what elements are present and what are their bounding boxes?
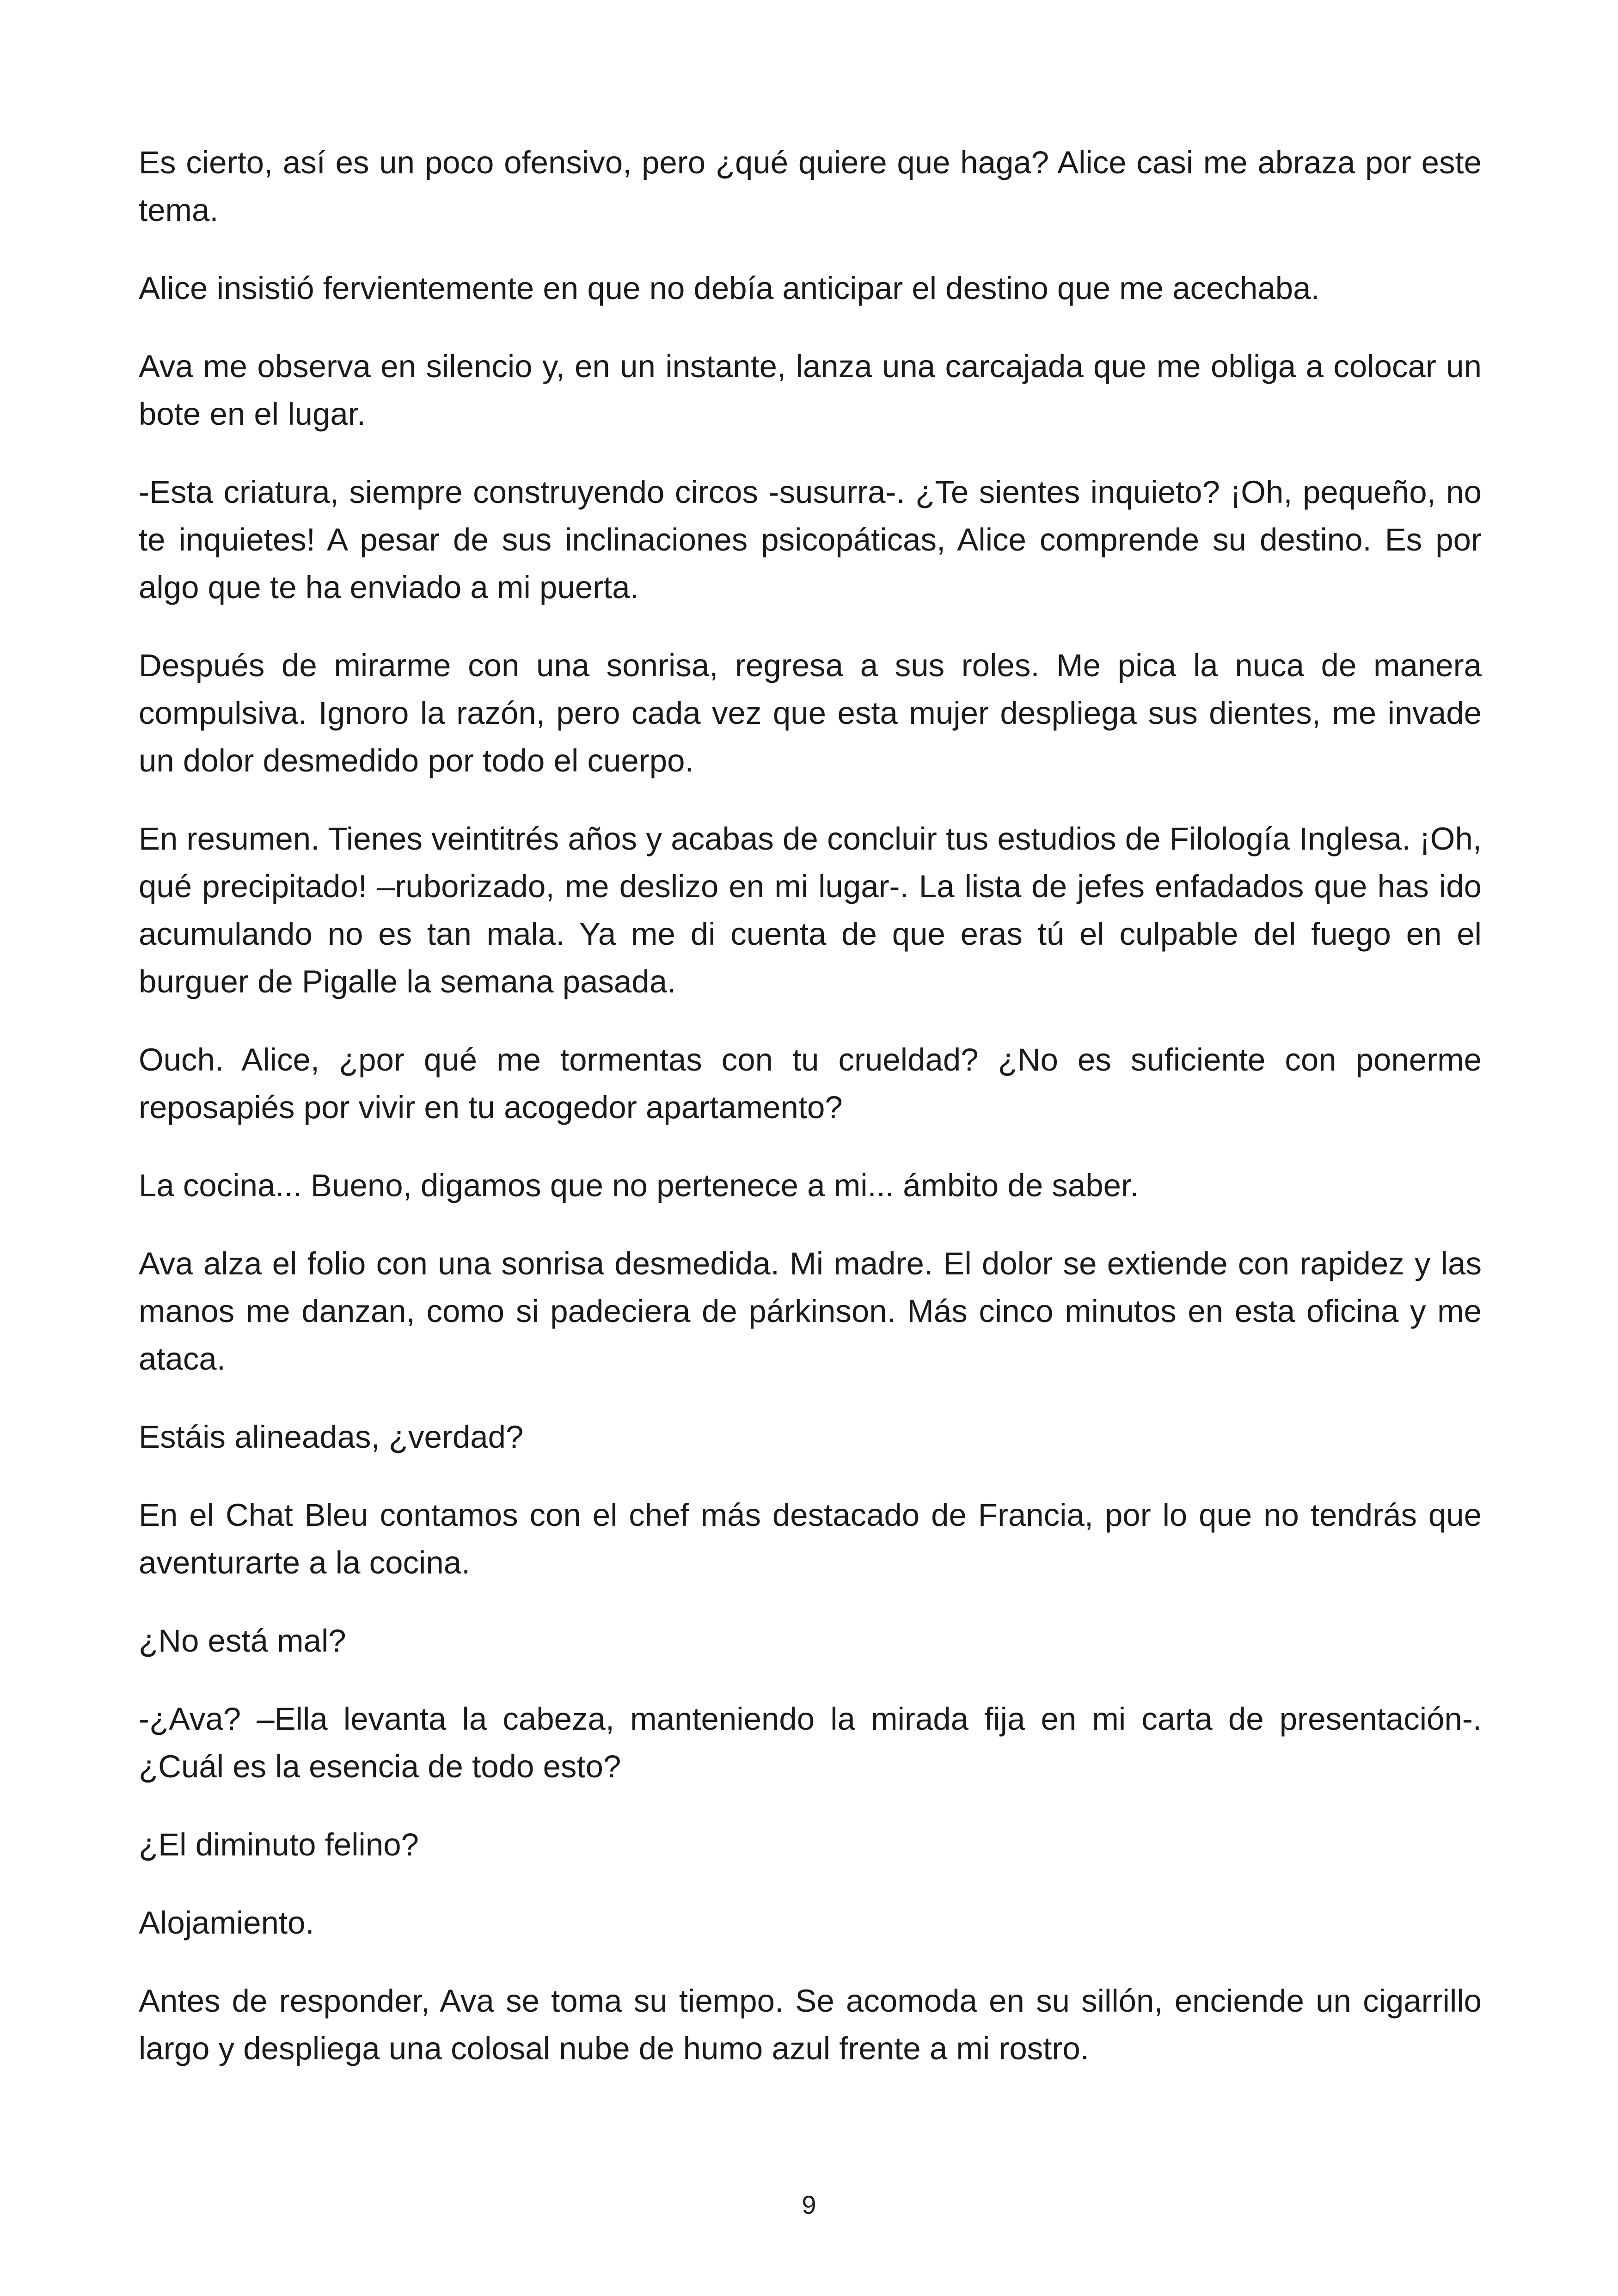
paragraph: -¿Ava? –Ella levanta la cabeza, manteniendo la mirada fija en mi carta de presentación-. ¿Cuál es la esencia de todo esto? <box>139 1701 1482 1784</box>
body-text <box>139 139 1482 2103</box>
paragraph: Antes de responder, Ava se toma su tiempo. Se acomoda en su sillón, enciende un cigarrillo largo y despliega una colosal nube de humo azul frente a mi rostro. <box>139 1983 1482 2066</box>
paragraph: Estáis alineadas, ¿verdad? <box>139 1419 524 1455</box>
paragraph: Después de mirarme con una sonrisa, regresa a sus roles. Me pica la nuca de manera compulsiva. Ignoro la razón, pero cada vez que esta mujer despliega sus dientes, me invade un dolor desmedido por todo el cuerpo. <box>139 648 1482 778</box>
paragraph: ¿No está mal? <box>139 1623 346 1659</box>
paragraph: En el Chat Bleu contamos con el chef más destacado de Francia, por lo que no tendrás que aventurarte a la cocina. <box>139 1497 1482 1580</box>
paragraph: ¿El diminuto felino? <box>139 1827 419 1862</box>
paragraph: Alice insistió fervientemente en que no debía anticipar el destino que me acechaba. <box>139 270 1320 306</box>
paragraph: Ouch. Alice, ¿por qué me tormentas con tu crueldad? ¿No es suficiente con ponerme reposapiés por vivir en tu acogedor apartamento? <box>139 1042 1482 1125</box>
paragraph: En resumen. Tienes veintitrés años y acabas de concluir tus estudios de Filología Inglesa. ¡Oh, qué precipitado! –ruborizado, me deslizo en mi lugar-. La lista de jefes enfadados que has ido acumulando no es tan mala. Ya me di cuenta de que eras tú el culpable del fuego en el burguer de Pigalle la semana pasada. <box>139 821 1482 999</box>
paragraph: La cocina... Bueno, digamos que no pertenece a mi... ámbito de saber. <box>139 1168 1139 1203</box>
paragraph: Ava me observa en silencio y, en un instante, lanza una carcajada que me obliga a colocar un bote en el lugar. <box>139 349 1482 432</box>
paragraph: -Esta criatura, siempre construyendo circos -susurra-. ¿Te sientes inquieto? ¡Oh, pequeño, no te inquietes! A pesar de sus inclinaciones psicopáticas, Alice comprende su destino. Es por algo que te ha enviado a mi puerta. <box>139 474 1482 605</box>
paragraph: Es cierto, así es un poco ofensivo, pero ¿qué quiere que haga? Alice casi me abraza por este tema. <box>139 145 1482 228</box>
paragraph: Ava alza el folio con una sonrisa desmedida. Mi madre. El dolor se extiende con rapidez y las manos me danzan, como si padeciera de párkinson. Más cinco minutos en esta oficina y me ataca. <box>139 1246 1482 1377</box>
paragraph: Alojamiento. <box>139 1905 314 1941</box>
page-number: 9 <box>802 2190 816 2219</box>
